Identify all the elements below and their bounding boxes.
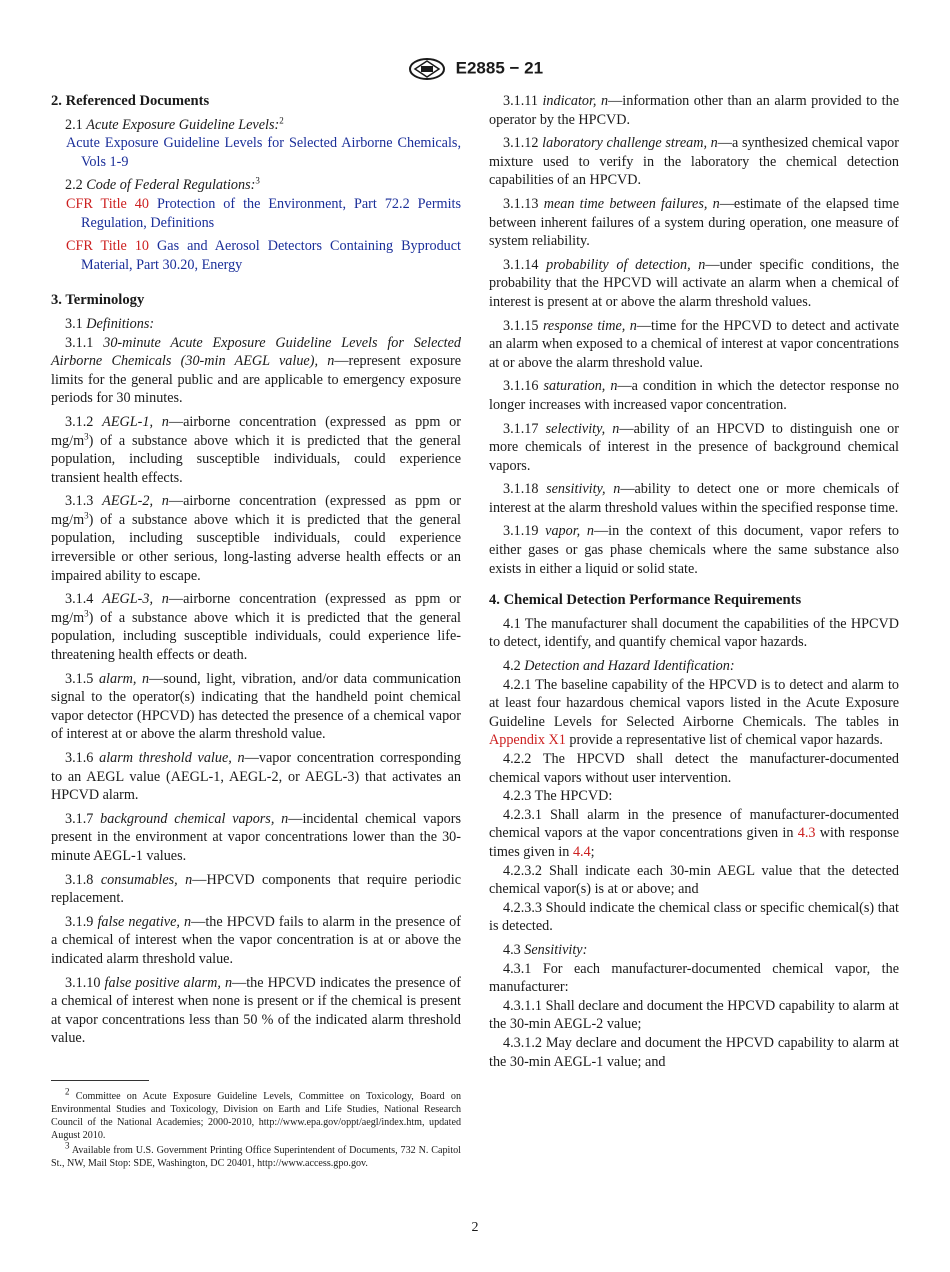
- section-3-heading: 3. Terminology: [51, 292, 145, 309]
- ref-2-2: 2.2 Code of Federal Regulations:$^3$: [65, 175, 260, 194]
- def-3-1-1: 3.1.1 30-minute Acute Exposure Guideline Levels for Selected Airborne Chemicals (30-min AEGL value), n—represent exposure limits for the general public and are applicable to emergency exposure periods for 30 minutes.: [51, 334, 461, 407]
- section-2-heading: 2. Referenced Documents: [51, 93, 210, 109]
- para-4-2-3-1: 4.2.3.1 Shall alarm in the presence of manufacturer-documented chemical vapors at the vapor concentrations given in 4.3 with response times given in 4.4;: [489, 806, 899, 860]
- section-4-4-link[interactable]: 4.4: [572, 843, 591, 860]
- right-column: [489, 92, 899, 1071]
- def-3-1-7: 3.1.7 background chemical vapors, n—incidental chemical vapors present in the environment at vapor concentrations lower than the 30-minute AEGL-1 values.: [51, 810, 462, 864]
- para-4-2-1: 4.2.1 The baseline capability of the HPCVD is to detect and alarm to at least four hazardous chemical vapors listed in the Acute Exposure Guideline Levels for Selected Airborne Chemicals. The tables in Appendix X1 provide a representative list of chemical vapor hazards.: [489, 676, 899, 749]
- footnote-divider: [51, 1080, 149, 1081]
- footnotes: [51, 1086, 462, 1172]
- section-4-heading: 4. Chemical Detection Performance Requirements: [489, 592, 802, 609]
- def-3-1-17: 3.1.17 selectivity, n—ability of an HPCVD to distinguish one or more chemicals of interest in the presence of background chemical vapors.: [489, 420, 900, 474]
- def-3-1-13: 3.1.13 mean time between failures, n—estimate of the elapsed time between inherent failures of a system during operation, one measure of system reliability.: [489, 195, 900, 250]
- def-3-1-6: 3.1.6 alarm threshold value, n—vapor concentration corresponding to an AEGL value (AEGL-1, AEGL-2, or AEGL-3) that activates an HPCVD alarm.: [51, 750, 461, 804]
- def-3-1-15: 3.1.15 response time, n—time for the HPCVD to detect and activate an alarm when exposed to a chemical of interest at vapor concentrations at or above the alarm threshold value.: [489, 317, 899, 371]
- para-4-2: 4.2 Detection and Hazard Identification:: [503, 658, 735, 675]
- footnote-3: $^3$ Available from U.S. Government Printing Office Superintendent of Documents, 732 N. Capitol St., NW, Mail Stop: SDE, Washington, DC 20401, http://www.access.gpo.gov.: [51, 1140, 461, 1169]
- aegl-reference-link[interactable]: Acute Exposure Guideline Levels for Selected Airborne Chemicals, Vols 1-9: [66, 135, 461, 170]
- para-4-2-2: 4.2.2 The HPCVD shall detect the manufacturer-documented chemical vapors without user intervention.: [489, 751, 899, 786]
- def-3-1-3: 3.1.3 AEGL-2, n—airborne concentration (expressed as ppm or $mg/m^3$) of a substance above which it is predicted that the general population, including susceptible individuals, could experience irreversible or other serious, long-lasting adverse health effects or an impaired ability to escape.: [51, 493, 462, 584]
- appendix-x1-link[interactable]: Appendix X1: [489, 732, 566, 749]
- para-4-3: 4.3 Sensitivity:: [503, 941, 588, 958]
- def-3-1-2: 3.1.2 AEGL-1, n—airborne concentration (expressed as ppm or $mg/m^3$) of a substance above which it is predicted that the general population, including susceptible individuals, could experience transient health effects.: [51, 413, 462, 486]
- para-4-3-1: 4.3.1 For each manufacturer-documented chemical vapor, the manufacturer:: [489, 960, 899, 996]
- def-3-1-10: 3.1.10 false positive alarm, n—the HPCVD indicates the presence of a chemical of interest when none is present or if the chemical is present at vapor concentrations less than 50 % of the indicated alarm threshold value.: [51, 974, 461, 1047]
- section-4-3-link[interactable]: 4.3: [797, 825, 816, 842]
- para-4-2-3-3: 4.2.3.3 Should indicate the chemical class or specific chemical(s) that is detected.: [489, 899, 899, 935]
- def-3-1-14: 3.1.14 probability of detection, n—under specific conditions, the probability that the HPCVD will activate an alarm when a chemical of interest is present at or above the alarm threshold values.: [489, 256, 900, 310]
- def-3-1-11: 3.1.11 indicator, n—information other than an alarm provided to the operator by the HPCVD.: [489, 93, 900, 128]
- cfr-title-10-link[interactable]: CFR Title 10 Gas and Aerosol Detectors Containing Byproduct Material, Part 30.20, Energy: [66, 238, 461, 273]
- def-3-1: 3.1 Definitions:: [65, 315, 155, 332]
- def-3-1-19: 3.1.19 vapor, n—in the context of this document, vapor refers to either gases or gas phase chemicals where the same substance also exists in either a liquid or solid state.: [489, 523, 899, 577]
- para-4-3-1-2: 4.3.1.2 May declare and document the HPCVD capability to alarm at the 30-min AEGL-1 value; and: [489, 1034, 899, 1070]
- def-3-1-16: 3.1.16 saturation, n—a condition in which the detector response no longer increases with increased vapor concentration.: [489, 378, 899, 413]
- page-number: 2: [471, 1220, 479, 1235]
- cfr-title-40-link[interactable]: CFR Title 40 Protection of the Environment, Part 72.2 Permits Regulation, Definitions: [66, 195, 461, 231]
- designation: E2885 − 21: [455, 58, 544, 78]
- def-3-1-4: 3.1.4 AEGL-3, n—airborne concentration (expressed as ppm or $mg/m^3$) of a substance above which it is predicted that the general population, including susceptible individuals, could experience life-threatening health effects or death.: [51, 591, 462, 664]
- def-3-1-5: 3.1.5 alarm, n—sound, light, vibration, and/or data communication signal to the operator(s) indicating that the handheld point chemical vapor detector (HPCVD) has detected the presence of a chemical vapor of interest at or above the alarm threshold value.: [51, 670, 461, 743]
- para-4-2-3: 4.2.3 The HPCVD:: [503, 788, 613, 805]
- def-3-1-12: 3.1.12 laboratory challenge stream, n—a synthesized chemical vapor mixture used to verify in the laboratory the chemical detection capabilities of an HPCVD.: [489, 135, 900, 189]
- ref-2-1: 2.1 Acute Exposure Guideline Levels:$^2$: [65, 114, 284, 133]
- para-4-2-3-2: 4.2.3.2 Shall indicate each 30-min AEGL value that the detected chemical vapor(s) is at or above; and: [489, 862, 899, 898]
- para-4-1: 4.1 The manufacturer shall document the capabilities of the HPCVD to detect, identify, and quantify chemical vapor hazards.: [489, 615, 899, 651]
- def-3-1-8: 3.1.8 consumables, n—HPCVD components that require periodic replacement.: [51, 871, 461, 907]
- astm-logo-icon: [407, 57, 447, 81]
- left-column: [51, 92, 461, 1053]
- page-header: [0, 56, 950, 81]
- def-3-1-9: 3.1.9 false negative, n—the HPCVD fails to alarm in the presence of a chemical of interest when the vapor concentration is at or above the indicated alarm threshold value.: [51, 913, 461, 967]
- footnote-2: $^2$ Committee on Acute Exposure Guideline Levels, Committee on Toxicology, Board on Environmental Studies and Toxicology, Division on Earth and Life Studies, National Research Council of the National Academies; 2000-2010, http://www.epa.gov/oppt/aegl/index.htm, updated August 2010.: [51, 1086, 462, 1141]
- para-4-3-1-1: 4.3.1.1 Shall declare and document the HPCVD capability to alarm at the 30-min AEGL-2 value;: [489, 997, 899, 1033]
- def-3-1-18: 3.1.18 sensitivity, n—ability to detect one or more chemicals of interest at the alarm threshold values within the specified response time.: [489, 481, 900, 516]
